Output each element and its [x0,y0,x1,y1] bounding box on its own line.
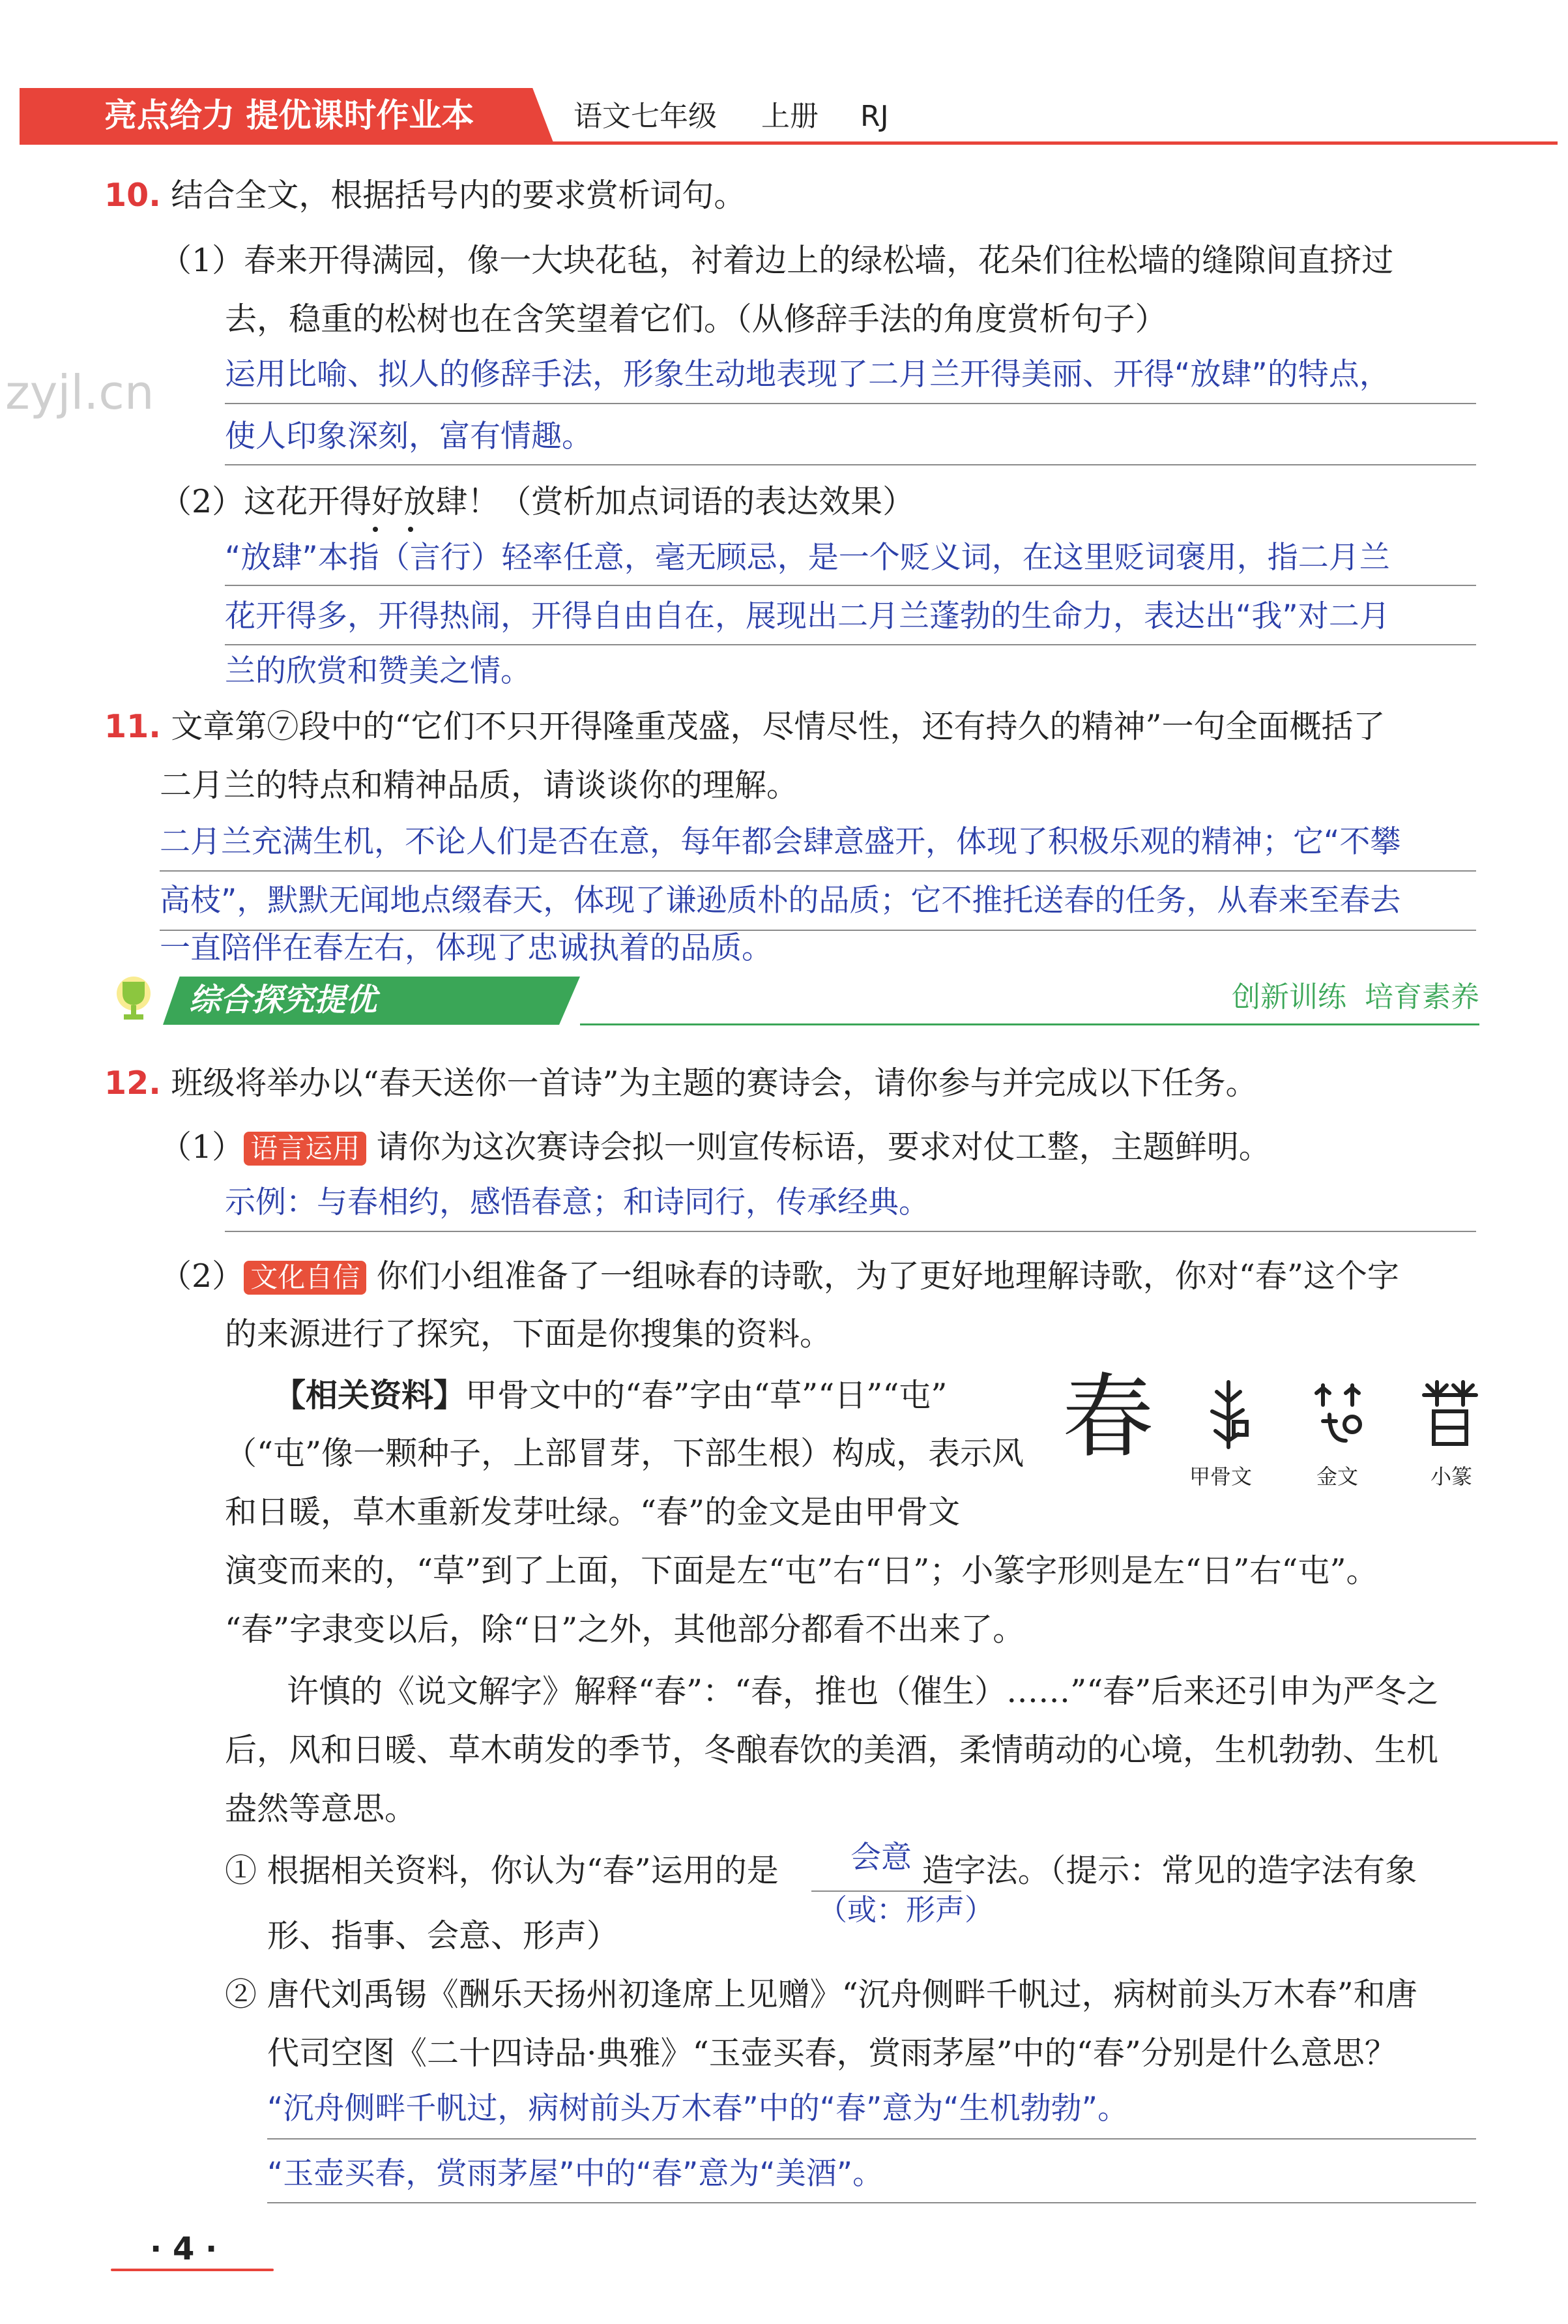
q12-p1-answer: 示例：与春相约，感悟春意；和诗同行，传承经典。 [225,1184,929,1220]
header-subject: 语文七年级 [573,100,717,133]
material-line2: （“屯”像一颗种子，上部冒芽，下部生根）构成，表示风 [225,1435,1024,1472]
sub1-number: ① [225,1852,257,1889]
oracle-label: 甲骨文 [1189,1464,1253,1489]
material-para2-line3: 盎然等意思。 [225,1790,417,1827]
q11-number: 11. [104,708,161,745]
sub2-answer1: “沉舟侧畔千帆过，病树前头万木春”中的“春”意为“生机勃勃”。 [267,2091,1129,2126]
bronze-glyph-icon [1310,1379,1369,1453]
header-bar [20,88,1558,144]
watermark: zyjl.cn [5,365,154,420]
sub1-answer-alt: （或：形声） [818,1892,995,1927]
sub1-pre: 根据相关资料，你认为“春”运用的是 [267,1852,779,1889]
glyph-main: 春 [1062,1364,1154,1471]
footer [111,2229,274,2282]
q12-p2-text: 你们小组准备了一组咏春的诗歌，为了更好地理解诗歌，你对“春”这个字 [366,1258,1399,1295]
q11-line1: 文章第⑦段中的“它们不只开得隆重茂盛，尽情尽性，还有持久的精神”一句全面概括了 [171,708,1386,745]
material-para2-line2: 后，风和日暖、草木萌发的季节，冬酿春饮的美酒，柔情萌动的心境，生机勃勃、生机 [225,1731,1439,1769]
bronze-label: 金文 [1316,1464,1359,1489]
sub2-number: ② [225,1976,257,2013]
q10-number: 10. [104,177,161,214]
q10-stem: 结合全文，根据括号内的要求赏析词句。 [171,177,746,214]
q11-answer1: 二月兰充满生机，不论人们是否在意，每年都会肆意盛开，体现了积极乐观的精神；它“不攀 [160,824,1401,860]
q12-p2-line2: 的来源进行了探究，下面是你搜集的资料。 [225,1316,832,1353]
material-line3: 和日暖，草木重新发芽吐绿。“春”的金文是由甲骨文 [225,1493,961,1531]
sub1-post: 造字法。（提示：常见的造字法有象 [922,1852,1417,1889]
material-line1: 甲骨文中的“春”字由“草”“日”“屯” [465,1377,948,1414]
q10-p1-answer2: 使人印象深刻，富有情趣。 [225,419,592,454]
material-label: 【相关资料】 [274,1376,466,1414]
emphasis-dot [373,527,378,532]
q11-answer2: 高枝”，默默无闻地点缀春天，体现了谦逊质朴的品质；它不推托送春的任务，从春来至春去 [160,883,1401,919]
seal-glyph-icon [1417,1375,1483,1453]
q11-answer3: 一直陪伴在春左右，体现了忠诚执着的品质。 [160,930,772,966]
q12-number: 12. [104,1065,161,1102]
trophy-icon [111,975,156,1025]
q10-p2-answer1: “放肆”本指（言行）轻率任意，毫无顾忌，是一个贬义词，在这里贬词褒用，指二月兰 [225,540,1390,576]
emphasis-dot [408,527,413,532]
glyph-figure [1062,1362,1505,1506]
sub1-answer: 会意 [850,1840,912,1875]
header-brand: 亮点给力 提优课时作业本 [104,96,474,134]
q12-p2-tag: 文化自信 [244,1261,366,1295]
q12-p1-prefix: （1） [160,1128,244,1166]
q10-p1-line1: （1）春来开得满园，像一大块花毡，衬着边上的绿松墙，花朵们往松墙的缝隙间直挤过 [160,242,1394,279]
material-line4: 演变而来的，“草”到了上面，下面是左“屯”右“日”；小篆字形则是左“日”右“屯”。 [225,1552,1378,1589]
sub1-line2: 形、指事、会意、形声） [267,1917,619,1954]
q12-p1-text: 请你为这次赛诗会拟一则宣传标语，要求对仗工整，主题鲜明。 [366,1128,1271,1166]
q10-p1-line2: 去，稳重的松树也在含笑望着它们。（从修辞手法的角度赏析句子） [225,301,1167,338]
sub2-line2: 代司空图《二十四诗品·典雅》“玉壶买春，赏雨茅屋”中的“春”分别是什么意思？ [267,2035,1397,2072]
q10-p1-answer1: 运用比喻、拟人的修辞手法，形象生动地表现了二月兰开得美丽、开得“放肆”的特点， [225,357,1390,392]
material-para2-line1: 许慎的《说文解字》解释“春”：“春，推也（催生）……”“春”后来还引申为严冬之 [287,1673,1439,1710]
q11-line2: 二月兰的特点和精神品质，请谈谈你的理解。 [160,767,799,804]
q10-p2-line1: （2）这花开得好放肆！（赏析加点词语的表达效果） [160,483,915,520]
oracle-glyph-icon [1202,1379,1255,1453]
q12-stem: 班级将举办以“春天送你一首诗”为主题的赛诗会，请你参与并完成以下任务。 [171,1065,1258,1102]
header-volume: 上册 [761,100,819,133]
section-slogan: 创新训练 培育素养 [1232,980,1479,1014]
q12-p2-prefix: （2） [160,1258,244,1295]
header-edition: RJ [860,100,889,133]
q10-p2-answer3: 兰的欣赏和赞美之情。 [225,653,531,689]
sub2-line1: 唐代刘禹锡《酬乐天扬州初逢席上见赠》“沉舟侧畔千帆过，病树前头万木春”和唐 [267,1976,1417,2013]
material-line5: “春”字隶变以后，除“日”之外，其他部分都看不出来了。 [225,1611,1025,1648]
q10-p2-answer2: 花开得多，开得热闹，开得自由自在，展现出二月兰蓬勃的生命力，表达出“我”对二月 [225,598,1390,634]
seal-label: 小篆 [1430,1464,1473,1489]
page-number: · 4 · [150,2231,218,2267]
section-title: 综合探究提优 [189,982,377,1018]
sub2-answer2: “玉壶买春，赏雨茅屋”中的“春”意为“美酒”。 [267,2156,884,2192]
section-banner [111,971,1479,1030]
q12-p1-tag: 语言运用 [244,1132,366,1166]
